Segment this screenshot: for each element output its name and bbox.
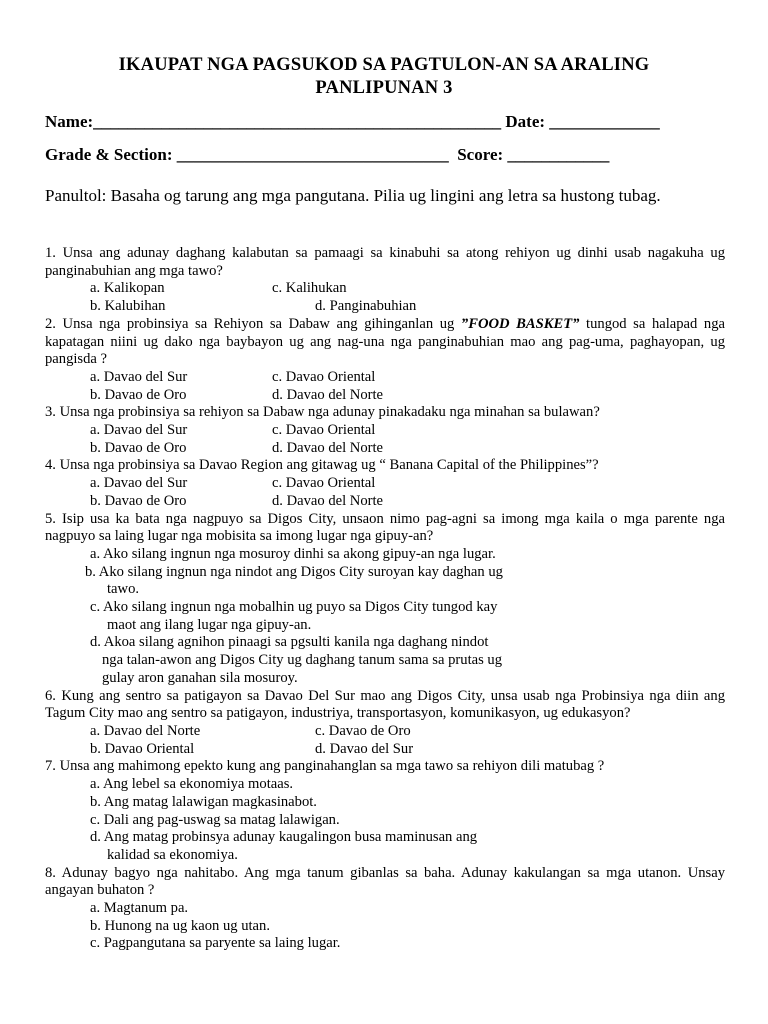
q3-option-c[interactable]: c. Davao Oriental xyxy=(272,422,376,439)
q6-option-a[interactable]: a. Davao del Norte xyxy=(90,722,201,739)
question-7-text: 7. Unsa ang mahimong epekto kung ang panginahanglan sa mga tawo sa rehiyon dili matubag ? xyxy=(45,758,605,775)
q3-option-a[interactable]: a. Davao del Sur xyxy=(90,422,188,439)
q5-option-d-cont-2: gulay aron ganahan sila mosuroy. xyxy=(102,669,298,686)
q6-option-d[interactable]: d. Davao del Sur xyxy=(315,740,414,757)
question-1-text: 1. Unsa ang adunay daghang kalabutan sa pamaagi sa kinabuhi sa atong rehiyon ug dinhi usab nagakuha ug panginabuhian ang mga tawo? xyxy=(45,245,725,279)
question-list xyxy=(45,245,725,953)
q5-option-b[interactable]: b. Ako silang ingnun nga nindot ang Digos City suroyan kay daghan ug xyxy=(85,563,503,580)
q2-text-post: tungod sa halapad nga kapatagan niini ug dako nga baybayon ug ang nag-una nga panginabuhian mao ang pag-uma, paghayopan, ug pangisda ? xyxy=(45,315,725,368)
q1-option-a[interactable]: a. Kalikopan xyxy=(90,280,165,297)
q3-option-b[interactable]: b. Davao de Oro xyxy=(90,439,187,456)
q5-option-d-cont-1: nga talan-awon ang Digos City ug daghang tanum sama sa prutas ug xyxy=(102,652,503,669)
q5-option-a[interactable]: a. Ako silang ingnun nga mosuroy dinhi sa akong gipuy-an nga lugar. xyxy=(90,545,496,562)
name-date-row: Name:________________________________________________ Date: _____________ xyxy=(45,112,660,131)
q7-option-c[interactable]: c. Dali ang pag-uswag sa matag lalawigan. xyxy=(90,811,340,828)
q5-option-c[interactable]: c. Ako silang ingnun nga mobalhin ug puyo sa Digos City tungod kay xyxy=(90,599,498,616)
q3-option-d[interactable]: d. Davao del Norte xyxy=(272,439,384,456)
question-3 xyxy=(45,404,725,457)
q2-option-c[interactable]: c. Davao Oriental xyxy=(272,368,376,385)
q8-option-a[interactable]: a. Magtanum pa. xyxy=(90,900,189,917)
q5-option-c-cont: maot ang ilang lugar nga gipuy-an. xyxy=(107,616,312,633)
q7-option-d[interactable]: d. Ang matag probinsya adunay kaugalingon busa maminusan ang xyxy=(90,829,478,846)
exam-title xyxy=(0,54,768,100)
q8-option-c[interactable]: c. Pagpangutana sa paryente sa laing lugar. xyxy=(90,935,341,952)
question-3-text: 3. Unsa nga probinsiya sa rehiyon sa Dabaw nga adunay pinakadaku nga minahan sa bulawan? xyxy=(45,404,600,421)
question-4-text: 4. Unsa nga probinsiya sa Davao Region ang gitawag ug “ Banana Capital of the Philippines”? xyxy=(45,457,599,474)
q2-text-pre: 2. Unsa nga probinsiya sa Rehiyon sa Dabaw ang gihinganlan ug xyxy=(45,315,461,332)
question-6 xyxy=(45,688,725,759)
q5-option-d[interactable]: d. Akoa silang agnihon pinaagi sa pgsulti kanila nga daghang nindot xyxy=(90,634,489,651)
q7-option-d-cont: kalidad sa ekonomiya. xyxy=(107,846,238,863)
q2-food-basket: ”FOOD BASKET” xyxy=(460,315,580,332)
question-7 xyxy=(45,758,725,864)
q2-option-b[interactable]: b. Davao de Oro xyxy=(90,386,187,403)
question-2-text xyxy=(45,316,725,369)
question-2 xyxy=(45,316,725,405)
title-line-2: PANLIPUNAN 3 xyxy=(315,78,453,98)
q1-option-b[interactable]: b. Kalubihan xyxy=(90,298,166,315)
instructions: Panultol: Basaha og tarung ang mga pangutana. Pilia ug lingini ang letra sa hustong tubag. xyxy=(45,186,661,205)
q7-option-a[interactable]: a. Ang lebel sa ekonomiya motaas. xyxy=(90,776,294,793)
q2-option-d[interactable]: d. Davao del Norte xyxy=(272,386,384,403)
q4-option-c[interactable]: c. Davao Oriental xyxy=(272,475,376,492)
q4-option-a[interactable]: a. Davao del Sur xyxy=(90,475,188,492)
q2-option-a[interactable]: a. Davao del Sur xyxy=(90,368,188,385)
q1-option-d[interactable]: d. Panginabuhian xyxy=(315,298,417,315)
q5-option-b-cont: tawo. xyxy=(107,581,140,598)
grade-score-row: Grade & Section: ________________________________ Score: ____________ xyxy=(45,145,610,164)
question-6-text: 6. Kung ang sentro sa patigayon sa Davao Del Sur mao ang Digos City, unsa usab nga Probinsiya nga diin ang Tagum City mao ang sentro sa patigayon, industriya, transportasyon, komunikasyon, ug edukasyon? xyxy=(45,687,725,722)
q4-option-b[interactable]: b. Davao de Oro xyxy=(90,492,187,509)
q1-option-c[interactable]: c. Kalihukan xyxy=(272,280,347,297)
q4-option-d[interactable]: d. Davao del Norte xyxy=(272,492,384,509)
question-8-text: 8. Adunay bagyo nga nahitabo. Ang mga tanum gibanlas sa baha. Adunay kakulangan sa mga utanon. Unsay angayan buhaton ? xyxy=(45,864,725,899)
question-8 xyxy=(45,865,725,954)
q6-option-b[interactable]: b. Davao Oriental xyxy=(90,740,195,757)
title-line-1: IKAUPAT NGA PAGSUKOD SA PAGTULON-AN SA ARALING xyxy=(118,55,650,75)
question-1 xyxy=(45,245,725,316)
question-5-text: 5. Isip usa ka bata nga nagpuyo sa Digos City, unsaon nimo pag-agni sa imong mga kaila o mga parente nga nagpuyo sa laing lugar nga mobisita sa imong lugar nga gipuy-an? xyxy=(45,510,725,545)
q8-option-b[interactable]: b. Hunong na ug kaon ug utan. xyxy=(90,917,270,934)
q7-option-b[interactable]: b. Ang matag lalawigan magkasinabot. xyxy=(90,793,317,810)
question-5 xyxy=(45,511,725,688)
question-4 xyxy=(45,457,725,510)
q6-option-c[interactable]: c. Davao de Oro xyxy=(315,722,411,739)
